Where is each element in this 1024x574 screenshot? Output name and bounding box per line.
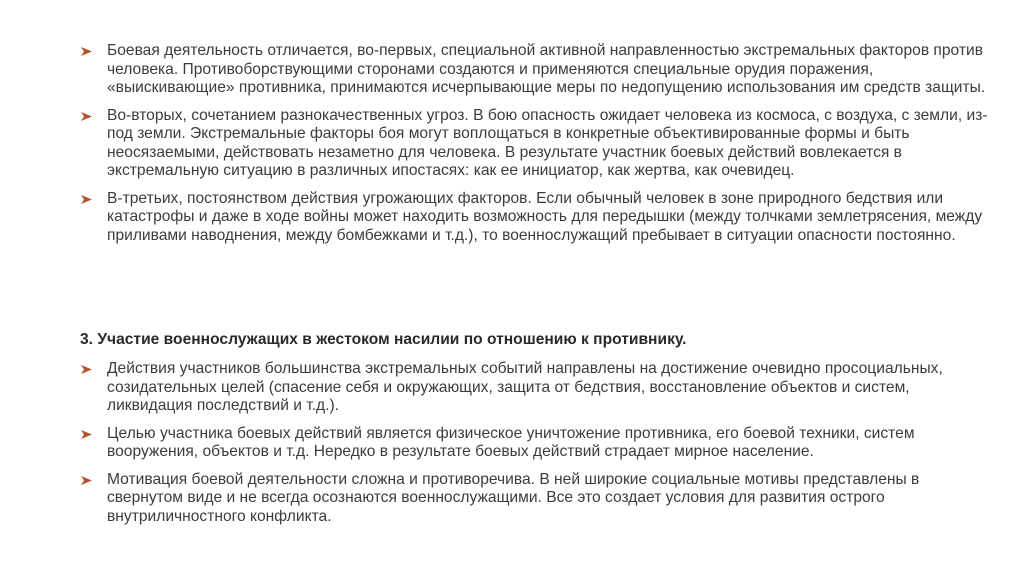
arrow-bullet-icon: [81, 365, 92, 374]
bullet-text: Боевая деятельность отличается, во-первых, специальной активной направленностью экстремальных факторов против человека. Противоборствующими сторонами создаются и применяются специальные орудия поражения, «выискивающие» противника, принимаются исчерпывающие меры по недопущению использования им средств защиты.: [107, 42, 986, 96]
bullet-item: [80, 471, 990, 527]
bullet-item: [80, 107, 990, 181]
section-heading: 3. Участие военнослужащих в жестоком насилии по отношению к противнику.: [80, 331, 687, 348]
bullet-item: [80, 42, 990, 98]
section-2: [80, 360, 990, 526]
section-1: [80, 42, 990, 245]
arrow-bullet-icon: [81, 195, 92, 204]
bullet-text: Мотивация боевой деятельности сложна и противоречива. В ней широкие социальные мотивы представлены в свернутом виде и не всегда осознаются военнослужащими. Все это создает условия для развития острого внутриличностного конфликта.: [107, 470, 920, 525]
bullet-text: Действия участников большинства экстремальных событий направлены на достижение очевидно просоциальных, созидательных целей (спасение себя и окружающих, защита от бедствия, восстановление объектов и систем, ликвидация последствий и т.д.).: [107, 360, 943, 414]
arrow-bullet-icon: [81, 430, 92, 439]
arrow-bullet-icon: [81, 476, 92, 485]
bullet-text: Во-вторых, сочетанием разнокачественных угроз. В бою опасность ожидает человека из космоса, с воздуха, с земли, из-под земли. Экстремальные факторы боя могут воплощаться в конкретные объективированные формы и быть неосязаемыми, действовать незаметно для человека. В результате участник боевых действий вовлекается в экстремальную ситуацию в различных ипостасях: как ее инициатор, как жертва, как очевидец.: [107, 106, 988, 179]
bullet-text: В-третьих, постоянством действия угрожающих факторов. Если обычный человек в зоне природного бедствия или катастрофы и даже в ходе войны может находить возможность для передышки (между толчками землетрясения, между приливами наводнения, между бомбежками и т.д.), то военнослужащий пребывает в ситуации опасности постоянно.: [107, 189, 983, 244]
arrow-bullet-icon: [81, 112, 92, 121]
bullet-text: Целью участника боевых действий является физическое уничтожение противника, его боевой техники, систем вооружения, объектов и т.д. Нередко в результате боевых действий страдает мирное население.: [107, 424, 915, 460]
bullet-item: [80, 360, 990, 416]
bullet-item: [80, 425, 990, 462]
bullet-item: [80, 190, 990, 246]
arrow-bullet-icon: [81, 47, 92, 56]
